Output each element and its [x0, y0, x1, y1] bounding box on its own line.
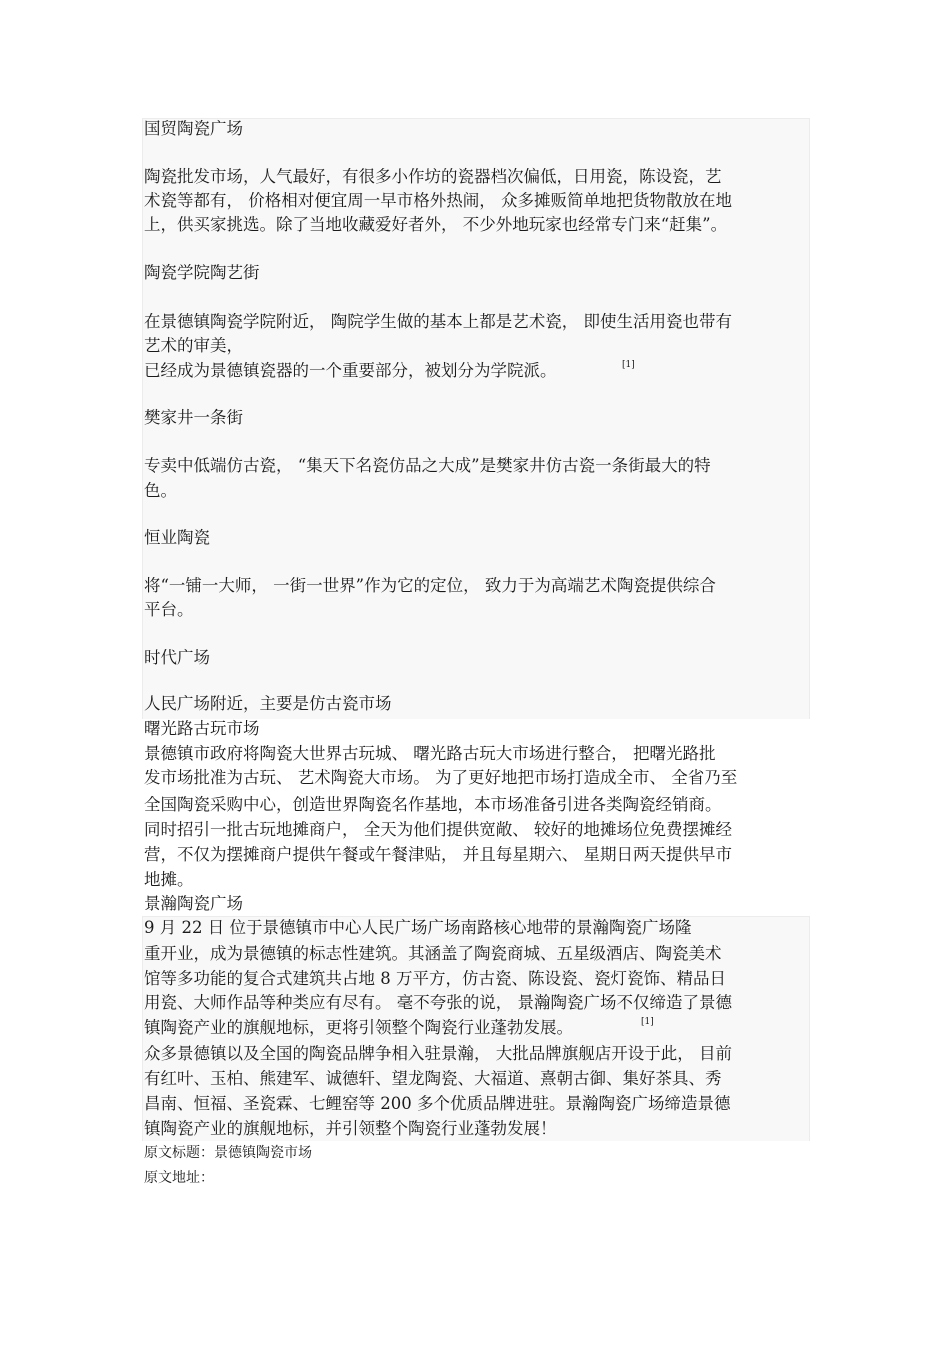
- paragraph-line: 已经成为景德镇瓷器的一个重要部分，被划分为学院派。: [144, 361, 557, 380]
- heading-fanjiajing: 樊家井一条街: [144, 408, 243, 427]
- citation-marker: [1]: [622, 360, 635, 370]
- paragraph-line: 昌南、恒福、圣瓷霖、七鲤窑等 200 多个优质品牌进驻。景瀚陶瓷广场缔造景德: [144, 1094, 731, 1113]
- paragraph-line: 全国陶瓷采购中心，创造世界陶瓷名作基地，本市场准备引进各类陶瓷经销商。: [144, 795, 722, 814]
- paragraph-line: 9 月 22 日 位于景德镇市中心人民广场广场南路核心地带的景瀚陶瓷广场隆: [144, 918, 692, 937]
- paragraph-line: 营，不仅为摆摊商户提供午餐或午餐津贴， 并且每星期六、 星期日两天提供早市: [144, 845, 732, 864]
- paragraph-line: 人民广场附近，主要是仿古瓷市场: [144, 694, 392, 713]
- heading-jinghan: 景瀚陶瓷广场: [144, 894, 243, 913]
- paragraph-line: 馆等多功能的复合式建筑共占地 8 万平方，仿古瓷、陈设瓷、瓷灯瓷饰、精品日: [144, 969, 726, 988]
- paragraph-line: 平台。: [144, 600, 194, 619]
- paragraph-line: 众多景德镇以及全国的陶瓷品牌争相入驻景瀚， 大批品牌旗舰店开设于此， 目前: [144, 1044, 732, 1063]
- paragraph-line: 用瓷、大师作品等种类应有尽有。 毫不夸张的说， 景瀚陶瓷广场不仅缔造了景德: [144, 993, 732, 1012]
- paragraph-line: 在景德镇陶瓷学院附近， 陶院学生做的基本上都是艺术瓷， 即使生活用瓷也带有: [144, 312, 732, 331]
- paragraph-line: 镇陶瓷产业的旗舰地标，更将引领整个陶瓷行业蓬勃发展。: [144, 1018, 573, 1037]
- heading-shidai: 时代广场: [144, 648, 210, 667]
- paragraph-line: 将“一铺一大师， 一街一世界”作为它的定位， 致力于为高端艺术陶瓷提供综合: [144, 576, 716, 595]
- paragraph-line: 艺术的审美，: [144, 336, 243, 355]
- heading-guomao: 国贸陶瓷广场: [144, 119, 243, 138]
- source-title: 原文标题：景德镇陶瓷市场: [144, 1145, 312, 1161]
- paragraph-line: 上，供买家挑选。除了当地收藏爱好者外， 不少外地玩家也经常专门来“赶集”。: [144, 215, 728, 234]
- paragraph-line: 陶瓷批发市场，人气最好，有很多小作坊的瓷器档次偏低，日用瓷，陈设瓷，艺: [144, 167, 722, 186]
- heading-xueyuan: 陶瓷学院陶艺街: [144, 263, 260, 282]
- heading-hengye: 恒业陶瓷: [144, 528, 210, 547]
- paragraph-line: 地摊。: [144, 870, 194, 889]
- paragraph-line: 镇陶瓷产业的旗舰地标，并引领整个陶瓷行业蓬勃发展！: [144, 1119, 557, 1138]
- citation-marker: [1]: [641, 1017, 654, 1027]
- paragraph-line: 色。: [144, 481, 177, 500]
- paragraph-line: 专卖中低端仿古瓷， “集天下名瓷仿品之大成”是樊家井仿古瓷一条街最大的特: [144, 456, 711, 475]
- paragraph-line: 有红叶、玉柏、熊建军、诚德轩、望龙陶瓷、大福道、熹朝古御、集好茶具、秀: [144, 1069, 722, 1088]
- source-url: 原文地址：: [144, 1170, 214, 1186]
- paragraph-line: 发市场批准为古玩、 艺术陶瓷大市场。 为了更好地把市场打造成全市、 全省乃至: [144, 768, 738, 787]
- heading-shuguang: 曙光路古玩市场: [144, 719, 260, 738]
- paragraph-line: 术瓷等都有， 价格相对便宜周一早市格外热闹， 众多摊贩简单地把货物散放在地: [144, 191, 732, 210]
- paragraph-line: 同时招引一批古玩地摊商户， 全天为他们提供宽敞、 较好的地摊场位免费摆摊经: [144, 820, 732, 839]
- paragraph-line: 重开业，成为景德镇的标志性建筑。其涵盖了陶瓷商城、五星级酒店、陶瓷美术: [144, 944, 722, 963]
- paragraph-line: 景德镇市政府将陶瓷大世界古玩城、 曙光路古玩大市场进行整合， 把曙光路批: [144, 744, 716, 763]
